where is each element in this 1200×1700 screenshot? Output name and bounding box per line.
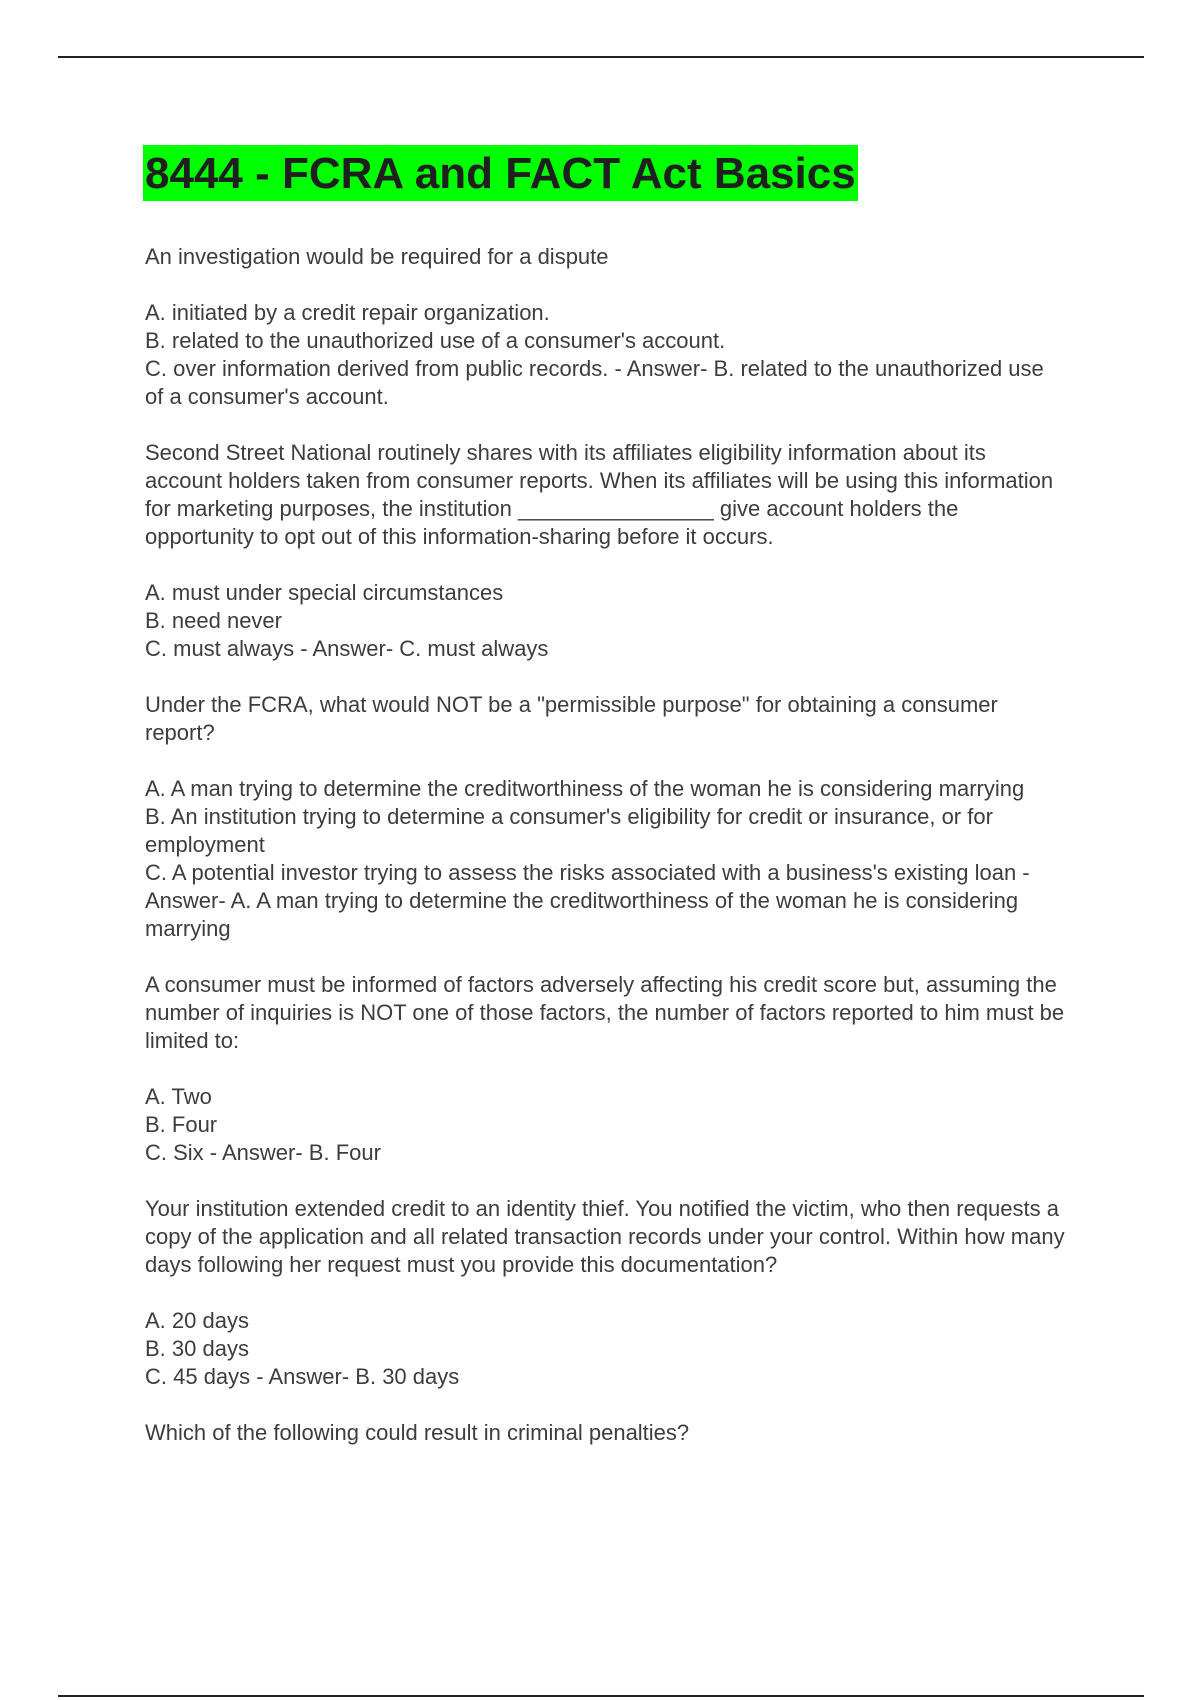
question-block [145, 691, 1065, 943]
answer-option: B. An institution trying to determine a consumer's eligibility for credit or insurance, or for employment [145, 804, 993, 857]
answer-option: B. related to the unauthorized use of a consumer's account. [145, 328, 726, 353]
question-text: A consumer must be informed of factors adversely affecting his credit score but, assuming the number of inquiries is NOT one of those factors, the number of factors reported to him must be limited to: [145, 972, 1065, 1053]
answer-option: C. must always - Answer- C. must always [145, 636, 549, 661]
question-block [145, 243, 1065, 411]
answer-option: A. A man trying to determine the creditworthiness of the woman he is considering marrying [145, 776, 1025, 801]
question-block [145, 439, 1065, 663]
question-text: Your institution extended credit to an identity thief. You notified the victim, who then requests a copy of the application and all related transaction records under your control. Within how many days following her request must you provide this documentation? [145, 1196, 1065, 1277]
document-body [145, 145, 1065, 1475]
document-title: 8444 - FCRA and FACT Act Basics [143, 145, 858, 201]
question-block [145, 1195, 1065, 1391]
question-text: Which of the following could result in criminal penalties? [145, 1420, 690, 1445]
answer-option: B. need never [145, 608, 282, 633]
question-list [145, 243, 1065, 1447]
answer-option: A. initiated by a credit repair organization. [145, 300, 550, 325]
answer-option: C. 45 days - Answer- B. 30 days [145, 1364, 460, 1389]
bottom-rule [58, 1695, 1144, 1697]
answer-option: B. 30 days [145, 1336, 249, 1361]
answer-option: A. Two [145, 1084, 212, 1109]
answer-option: C. Six - Answer- B. Four [145, 1140, 381, 1165]
question-block [145, 1419, 1065, 1447]
question-text: Second Street National routinely shares with its affiliates eligibility information about its account holders taken from consumer reports. When its affiliates will be using this information for marketing purposes, the institution ________________ give account holders the opportunity to opt out of this information-sharing before it occurs. [145, 440, 1054, 549]
question-text: An investigation would be required for a dispute [145, 244, 609, 269]
answer-option: A. must under special circumstances [145, 580, 504, 605]
answer-option: C. over information derived from public records. - Answer- B. related to the unauthorized use of a consumer's account. [145, 356, 1044, 409]
answer-option: B. Four [145, 1112, 218, 1137]
answer-option: A. 20 days [145, 1308, 249, 1333]
question-block [145, 971, 1065, 1167]
top-rule [58, 56, 1144, 58]
question-text: Under the FCRA, what would NOT be a "permissible purpose" for obtaining a consumer report? [145, 692, 998, 745]
answer-option: C. A potential investor trying to assess the risks associated with a business's existing loan - Answer- A. A man trying to determine the creditworthiness of the woman he is considering marrying [145, 860, 1030, 941]
